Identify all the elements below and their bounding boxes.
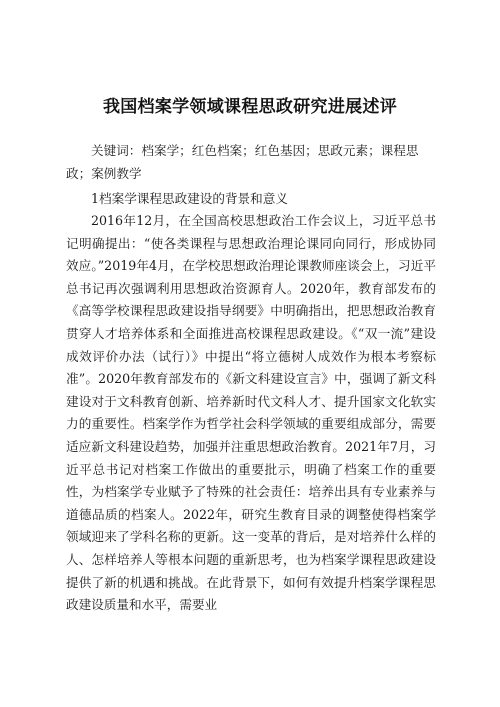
document-title: 我国档案学领域课程思政研究进展述评 <box>102 97 398 117</box>
keywords-line: 关键词：档案学；红色档案；红色基因；思政元素；课程思政；案例教学 <box>66 143 419 181</box>
section-heading: 1档案学课程思政建设的背景和意义 <box>91 191 288 206</box>
body-paragraph: 2016年12月，在全国高校思想政治工作会议上，习近平总书记明确提出：“使各类课程与思想政治理论课同向同行，形成协同效应。”2019年4月，在学校思想政治理论课教师座谈会上，习近平总书记再次强调利用思想政治资源育人。2020年，教育部发布的《高等学校课程思政建设指导纲要》中明确指出，把思想政治教育贯穿人才培养体系和全面推进高校课程思政建设。《“双一流”建设成效评价办法（试行）》中提出“将立德树人成效作为根本考察标准”。2020年教育部发布的《新文科建设宣言》中，强调了新文科建设对于文科教育创新、培养新时代文科人才、提升国家文化软实力的重要性。档案学作为哲学社会科学领域的重要组成部分，需要适应新文科建设趋势，加强并注重思想政治教育。2021年7月，习近平总书记对档案工作做出的重要批示，明确了档案工作的重要性，为档案学专业赋予了特殊的社会责任：培养出具有专业素养与道德品质的档案人。2022年，研究生教育目录的调整使得档案学领域迎来了学科名称的更新。这一变革的背后，是对培养什么样的人、怎样培养人等根本问题的重新思考，也为档案学课程思政建设提供了新的机遇和挑战。在此背景下，如何有效提升档案学课程思政建设质量和水平，需要业 <box>66 213 436 613</box>
